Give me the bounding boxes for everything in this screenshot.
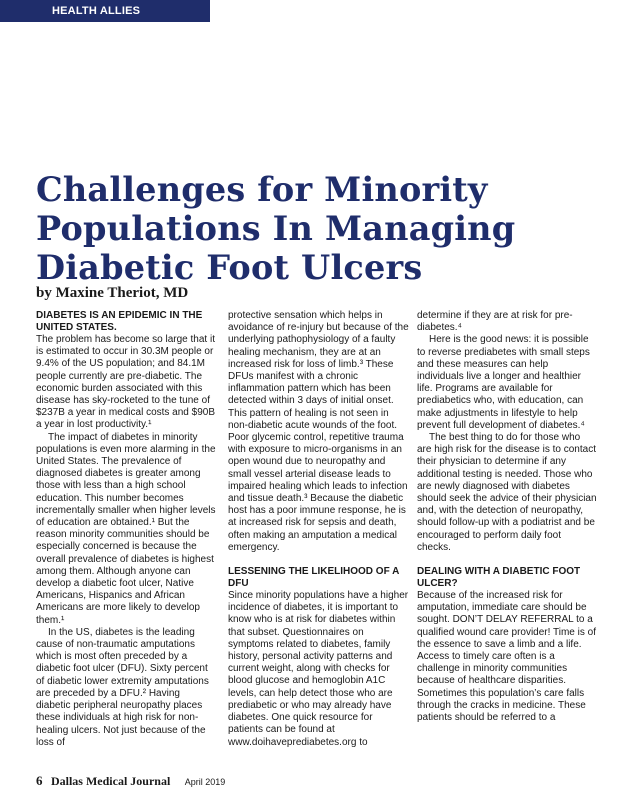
- column-2: [228, 310, 410, 749]
- article-title: Challenges for Minority Populations In Managing Diabetic Foot Ulcers: [36, 170, 516, 287]
- article-byline: by Maxine Theriot, MD: [36, 285, 189, 301]
- body-paragraph: The problem has become so large that it is estimated to occur in 30.3M people or 9.4% of the US population; and 84.1M people currently are pre-diabetic. The economic burden associated with this disease has sky-rocketed to the tune of $237B a year in medical costs and $90B a year in lost productivity.¹: [36, 334, 215, 431]
- section-heading: DEALING WITH A DIABETIC FOOT ULCER?: [417, 566, 581, 590]
- body-paragraph: Since minority populations have a higher incidence of diabetes, it is important to know who is at risk for diabetes within that subset. Questionnaires on symptoms related to diabetes, family history, personal activity patterns and current weight, along with checks for blood glucose and hemoglobin A1C levels, can help detect those who are prediabetic or who may already have diabetes. One quick resource for patients can be found at www.doihaveprediabetes.org to: [228, 590, 409, 748]
- body-paragraph: determine if they are at risk for pre-diabetes.⁴: [417, 310, 573, 334]
- body-paragraph: protective sensation which helps in avoidance of re-injury but because of the underlying pathophysiology of a faulty healing mechanism, they are at an increased risk for loss of limb.³ These DFUs manifest with a chronic inflammation pattern which has been detected within 3 days of initial onset. This pattern of healing is not seen in non-diabetic acute wounds of the foot. Poor glycemic control, repetitive trauma with exposure to micro-organisms in an open wound due to neuropathy and small vessel arterial disease leads to impaired healing which leads to infection and tissue death.³ Because the diabetic host has a poor immune response, he is at increased risk for sepsis and death, often making an amputation a medical emergency.: [228, 310, 409, 553]
- section-tag: [0, 0, 210, 22]
- column-3: [417, 310, 597, 724]
- section-heading: LESSENING THE LIKELIHOOD OF A DFU: [228, 566, 399, 590]
- body-paragraph: Here is the good news: it is possible to reverse prediabetes with small steps and these measures can help individuals live a longer and healthier life. Programs are available for prediabetics who, with education, can make adjustments in lifestyle to help prevent full development of diabetes.⁴: [417, 334, 590, 431]
- body-paragraph: The impact of diabetes in minority populations is even more alarming in the United States. The prevalence of diagnosed diabetes is greater among those with less than a high school education. This number becomes incrementally smaller when higher levels of education are obtained.¹ But the reason minority communities should be especially concerned is because the overall prevalence of diabetes is highest among them. Although anyone can develop a diabetic foot ulcer, Native Americans, Hispanics and African Americans are more likely to develop them.¹: [36, 431, 216, 626]
- section-heading: DIABETES IS AN EPIDEMIC IN THE UNITED STATES.: [36, 310, 203, 333]
- journal-name: Dallas Medical Journal: [50, 774, 171, 788]
- body-paragraph: The best thing to do for those who are high risk for the disease is to contact their physician to determine if any additional testing is needed. Those who are newly diagnosed with diabetes should seek the advice of their physician and, with the detection of neuropathy, should follow-up with a podiatrist and be encouraged to perform daily foot checks.: [417, 432, 597, 553]
- issue-date: April 2019: [184, 777, 226, 787]
- page-footer: [36, 772, 225, 790]
- body-paragraph: In the US, diabetes is the leading cause of non-traumatic amputations which is most often preceded by a diabetic foot ulcer (DFU). Sixty percent of diabetic lower extremity amputations are preceded by a DFU.² Having diabetic peripheral neuropathy places these individuals at high risk for non-healing ulcers. Not just because of the loss of: [36, 626, 209, 748]
- section-tag-label: HEALTH ALLIES: [52, 5, 141, 17]
- column-1: [36, 310, 216, 749]
- page-number: 6: [36, 773, 43, 788]
- body-paragraph: Because of the increased risk for amputation, immediate care should be sought. DON’T DELAY REFERRAL to a qualified wound care provider! Time is of the essence to save a limb and a life. Access to timely care often is a challenge in minority communities because of healthcare disparities. Sometimes this population’s care falls through the cracks in medicine. These patients should be referred to a: [417, 590, 596, 724]
